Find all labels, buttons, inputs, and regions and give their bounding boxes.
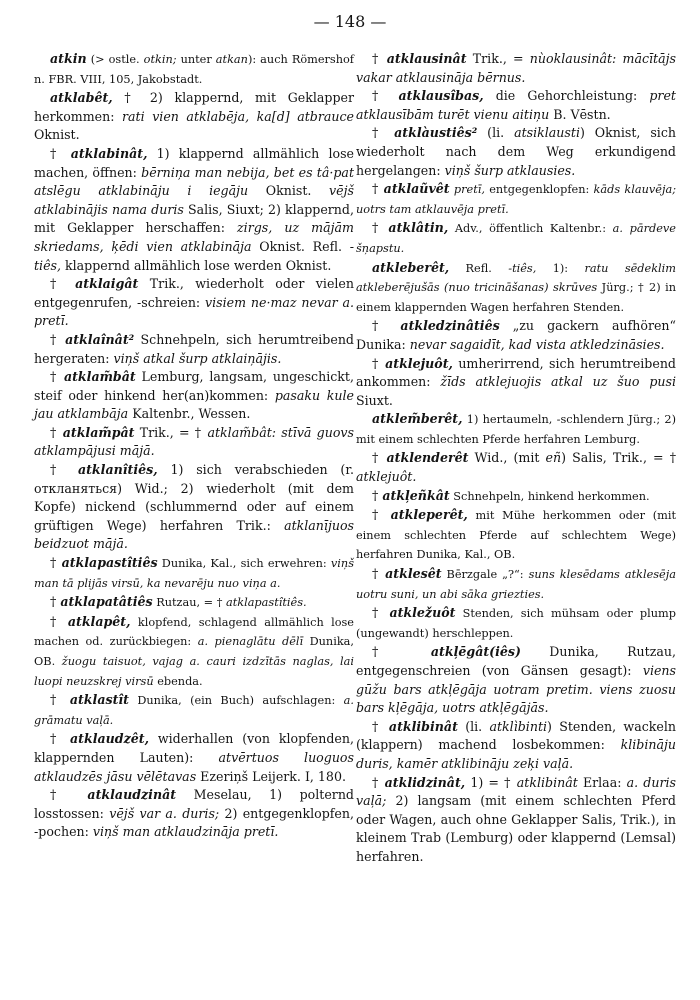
dictionary-entry — [356, 410, 676, 449]
entry-text: Dunika, OB. — [34, 635, 354, 668]
entry-text: Schnehpeln, hinkend herkommen. — [449, 489, 650, 503]
entry-text: Stenden, sich mühsam oder plump (ungewandt) herschleppen. — [356, 607, 676, 640]
entry-text: stīvā guovs atklampājusi mājā. — [34, 424, 354, 459]
entry-text: † — [50, 692, 70, 708]
entry-text: ) Salis, Trik., = † — [561, 450, 676, 466]
entry-headword: atkležuôt — [389, 605, 456, 621]
entry-headword: atklaudzêt, — [70, 731, 149, 747]
dictionary-entry — [34, 145, 354, 275]
entry-text: Oknist. — [34, 127, 80, 143]
entry-text: † — [372, 220, 389, 236]
entry-text: † — [50, 462, 78, 478]
entry-headword: atklaũvêt — [383, 181, 450, 197]
dictionary-entry — [34, 331, 354, 368]
entry-text: viņš šurp atklausies. — [444, 162, 576, 178]
dictionary-entry — [356, 87, 676, 124]
entry-text: suns klesēdams atklesēja uotru suni, un abi sāka griezties. — [356, 568, 676, 601]
dictionary-entry — [356, 259, 676, 318]
entry-headword: atklem̃berêt, — [372, 411, 463, 427]
dictionary-entry — [34, 368, 354, 424]
entry-text: Wid., (mit — [468, 450, 546, 466]
entry-text: atsiklausti — [514, 125, 580, 141]
entry-text: Dunika, Kal., sich erwehren: — [157, 557, 331, 571]
entry-text: widerhallen (von klopfenden, klappernden Lauten): — [34, 731, 354, 765]
entry-text: žīds atklejuojis atkal uz šuo pusi — [440, 374, 677, 390]
entry-headword: atklam̃bât — [63, 369, 136, 385]
dictionary-entry — [34, 786, 354, 842]
dictionary-entry — [34, 554, 354, 593]
dictionary-entry — [356, 565, 676, 604]
entry-text: kāds klauvēja; uotrs tam atklauvēja pretī. — [356, 183, 677, 216]
entry-headword: atklastît — [69, 692, 129, 708]
entry-text: -tiês, — [34, 238, 354, 273]
dictionary-entry — [356, 124, 676, 180]
entry-text: Jürg.; † 2) in einem klappernden Wagen herfahren Stenden. — [356, 281, 676, 314]
entry-text: Ezeriņš Leijerk. I, 180. — [196, 768, 346, 784]
entry-text: Trik., wiederholt oder vielen entgegenrufen, -schreien: — [34, 276, 354, 310]
entry-text: (li. — [457, 718, 490, 734]
entry-text: otkin; — [143, 53, 177, 66]
entry-text: † — [50, 787, 88, 803]
entry-text: pasaku kule jau atklambāja — [34, 387, 354, 422]
entry-text: bērniņa man nebija, bet es tâ·pat atslēgu atklabināju i iegāju — [34, 164, 355, 199]
entry-text: viņš man atklaudzināja pretī. — [92, 824, 279, 840]
dictionary-entry — [356, 449, 676, 486]
entry-text: ratu sēdeklim atkleberējušās (nuo tricināšanas) skrūves — [356, 261, 677, 295]
dictionary-entry — [34, 424, 354, 461]
dictionary-entry — [34, 275, 354, 331]
entry-text: 1) = † — [465, 774, 517, 790]
entry-headword: atklapastîtiês — [61, 555, 158, 571]
entry-text: vējš atklabinājis nama duris — [34, 183, 354, 217]
entry-headword: atklejuôt, — [385, 355, 453, 371]
entry-text: ) Stenden, wackeln (klappern) machend losbekommen: — [356, 718, 676, 753]
entry-text: Schnehpeln, sich herumtreibend hergeraten: — [34, 331, 354, 366]
entry-text: Oknist. — [248, 183, 330, 199]
entry-headword: atklabêt, — [50, 90, 113, 106]
entry-text: † — [50, 331, 66, 347]
entry-text: a. pārdeve šņapstu. — [356, 222, 676, 255]
entry-text: nùoklausinât: — [529, 51, 617, 66]
entry-headword: atklenderêt — [386, 450, 469, 466]
entry-text: Refl. — [449, 261, 509, 275]
entry-text: † — [372, 125, 395, 141]
entry-text: viņš man tā plijās virsū, ka nevarēju nuo viņa a. — [34, 557, 354, 590]
dictionary-entry — [34, 613, 354, 691]
entry-text: žuogu taisuot, vajag a. cauri izdzītās naglas, lai luopi neuzskrej virsū — [34, 655, 355, 688]
entry-headword: atklesêt — [385, 566, 442, 582]
entry-headword: atkin — [50, 51, 87, 66]
entry-text: Meselau, 1) polternd losstossen: — [34, 787, 354, 821]
entry-text: † — [50, 613, 68, 629]
entry-text: Kaltenbr., Wessen. — [128, 406, 251, 422]
entry-text: Bērzgale „?“: — [441, 568, 529, 582]
entry-text: † — [50, 594, 61, 610]
entry-text: ) Oknist, sich wiederholt nach dem Weg erkundigend hergelangen: — [356, 125, 676, 178]
dictionary-entry — [34, 89, 354, 145]
entry-text: klappernd allmählich lose werden Oknist. — [61, 257, 332, 273]
page-number: — 148 — — [313, 12, 387, 31]
entry-text: pretī, — [453, 183, 485, 197]
entry-text: rati vien atklabēja, ka[d] atbrauce — [122, 108, 354, 124]
left-column — [34, 50, 354, 842]
entry-text: Rutzau, = † — [152, 596, 226, 610]
entry-text: entgegenklopfen: — [484, 183, 594, 197]
entry-headword: atklàustiês² — [394, 125, 478, 141]
entry-text: klopfend, schlagend allmählich lose machen od. zurückbiegen: — [34, 615, 354, 649]
entry-text: † — [50, 424, 63, 440]
entry-headword: atklapêt, — [67, 613, 131, 629]
entry-text: 1) klappernd allmählich lose machen, öffnen: — [34, 145, 354, 180]
entry-text: † — [50, 555, 62, 571]
dictionary-entry — [356, 487, 676, 507]
entry-text: Erlaa: — [577, 774, 627, 790]
entry-headword: atkleperêt, — [390, 507, 468, 523]
entry-text: 1) hertaumeln, -schlendern Jürg.; 2) mit einem schlechten Pferde herfahren Lemburg. — [356, 413, 676, 446]
entry-headword: atklausîbas, — [398, 88, 484, 104]
dictionary-entry — [356, 50, 676, 87]
entry-headword: atklapatâtiês — [60, 594, 153, 610]
entry-text: atklapastîtiês. — [225, 596, 307, 610]
entry-text: † — [372, 355, 386, 371]
entry-text: † — [372, 605, 390, 621]
entry-text: Trik., = — [466, 51, 530, 66]
dictionary-entry — [356, 506, 676, 565]
entry-headword: atkļeñkât — [382, 487, 450, 503]
entry-text: † — [372, 450, 387, 466]
entry-text: visiem ne·maz nevar a. pretī. — [34, 294, 354, 329]
entry-text: † — [50, 731, 70, 747]
entry-text: klibināju duris, kamēr atklibināju zeķi vaļā. — [356, 737, 676, 771]
entry-text: atklejuôt. — [356, 469, 417, 485]
entry-headword: atklaînât² — [65, 331, 135, 347]
entry-headword: atklabinât, — [70, 145, 148, 161]
entry-text: Dunika, (ein Buch) aufschlagen: — [128, 694, 344, 708]
entry-text: 2) entgegenklopfen, -pochen: — [34, 805, 354, 840]
dictionary-entry — [356, 180, 676, 219]
entry-text: 1) sich verabschieden (r. откланяться) Wid.; 2) wiederholt (mit dem Kopfe) nickend (schlummernd oder auf einem grüftigen Wege) herfahren Trik.: — [34, 462, 354, 533]
entry-text: viņš atkal šurp atklaiņājis. — [113, 350, 282, 366]
dictionary-entry — [34, 461, 354, 554]
dictionary-entry — [356, 718, 676, 774]
entry-text: † — [372, 88, 399, 104]
entry-text: a. pienaglātu dēlī — [197, 635, 304, 649]
entry-text: † — [50, 145, 71, 161]
entry-text: mācītājs vakar atklausināja bērnus. — [356, 51, 676, 85]
dictionary-entry — [356, 774, 676, 867]
entry-text: (li. — [477, 125, 515, 141]
entry-text: atklìbinti — [489, 718, 548, 734]
entry-text: atklanījuos beidzuot mājā. — [34, 517, 354, 552]
entry-text: zirgs, uz mājām skriedams, ķēdi vien atklabināja — [34, 220, 354, 254]
entry-text: † — [372, 181, 384, 197]
entry-text: pret atklausībām turēt vienu aitiņu — [356, 88, 676, 122]
entry-text: B. Vēstn. — [549, 106, 611, 122]
entry-text: Adv., öffentlich Kaltenbr.: — [448, 222, 613, 236]
entry-text: † — [372, 644, 431, 660]
entry-text: eñ — [545, 450, 562, 466]
entry-text: † — [372, 487, 383, 503]
entry-text: umherirrend, sich herumtreibend ankommen: — [356, 355, 676, 390]
entry-text: atklibinât — [516, 774, 578, 790]
dictionary-entry — [356, 317, 676, 354]
entry-text: „zu gackern aufhören“ Dunika: — [356, 318, 676, 352]
entry-headword: atkleberêt, — [372, 259, 450, 275]
entry-text: unter — [176, 53, 216, 66]
entry-text: Siuxt. — [356, 392, 393, 408]
entry-text: mit Mühe herkommen oder (mit einem schlechten Pferde auf schlechtem Wege) herfahren Dunika, Kal., OB. — [356, 509, 676, 562]
entry-text: † — [372, 774, 385, 790]
entry-text: † 2) klappernd, mit Geklapper herkommen: — [34, 90, 354, 124]
entry-text: ebenda. — [153, 674, 203, 688]
dictionary-entry — [34, 730, 354, 786]
entry-text: 2) langsam (mit einem schlechten Pferd oder Wagen, auch ohne Geklapper Salis, Trik.), in kleinem Trab (Lemburg) oder klappernd (Lemsal) herfahren. — [356, 793, 676, 864]
entry-text: -tiês, — [508, 261, 537, 275]
entry-text: 1): — [536, 261, 585, 275]
entry-text: a. duris vaļā; — [356, 774, 676, 809]
entry-headword: atklanîtiês, — [77, 462, 158, 478]
dictionary-entry — [34, 50, 354, 89]
entry-text: atvērtuos luoguos atklaudzēs jāsu vēlētavas — [34, 749, 354, 784]
entry-headword: atklibinât — [388, 718, 458, 734]
entry-text: viens gūžu bars atkļēgāja uotram pretim. viens zuosu bars kļēgāja, uotrs atkļēgājās. — [356, 663, 676, 716]
entry-text: Dunika, Rutzau, entgegenschreien (von Gänsen gesagt): — [356, 644, 676, 678]
entry-headword: atkļēgât(iês) — [430, 644, 521, 660]
entry-headword: atklam̃pât — [62, 424, 135, 440]
entry-headword: atklaudzinât — [87, 787, 177, 803]
entry-text: † — [50, 276, 76, 292]
entry-text: † — [50, 369, 64, 385]
entry-text: Trik., = † — [134, 424, 208, 440]
entry-text: nevar sagaidīt, kad vista atkledzināsies. — [409, 336, 665, 352]
entry-text: a. grāmatu vaļā. — [34, 694, 354, 727]
entry-text: † — [372, 718, 389, 734]
entry-text: vējš var a. duris; — [109, 805, 220, 821]
entry-text: † — [372, 507, 391, 523]
dictionary-entry — [356, 355, 676, 411]
entry-text: atklam̃bât: — [207, 424, 277, 440]
dictionary-entry — [34, 593, 354, 613]
entry-text: ): auch Römershof n. FBR. VIII, 105, Jakobstadt. — [34, 53, 354, 86]
entry-headword: atkledzinâtiês — [400, 318, 500, 334]
entry-headword: atklaigât — [75, 276, 139, 292]
entry-text: atkan — [215, 53, 248, 66]
entry-headword: atklausinât — [386, 51, 467, 66]
entry-text: Oknist. Refl. — [251, 238, 350, 254]
entry-headword: atklâtin, — [388, 220, 449, 236]
dictionary-entry — [356, 643, 676, 717]
entry-text: Lemburg, langsam, ungeschickt, steif oder hinkend her(an)kommen: — [34, 369, 354, 403]
entry-text: † — [372, 566, 386, 582]
dictionary-entry — [356, 604, 676, 643]
dictionary-entry — [34, 691, 354, 730]
entry-text: † — [372, 51, 387, 66]
entry-text: die Gehorchleistung: — [483, 88, 650, 104]
entry-text: † — [372, 318, 401, 334]
right-column — [356, 50, 676, 867]
dictionary-entry — [356, 219, 676, 258]
entry-text: Salis, Siuxt; 2) klappernd, mit Geklapper herschaffen: — [34, 201, 354, 236]
entry-headword: atklidzinât, — [384, 774, 466, 790]
entry-text: (> ostle. — [86, 53, 144, 66]
